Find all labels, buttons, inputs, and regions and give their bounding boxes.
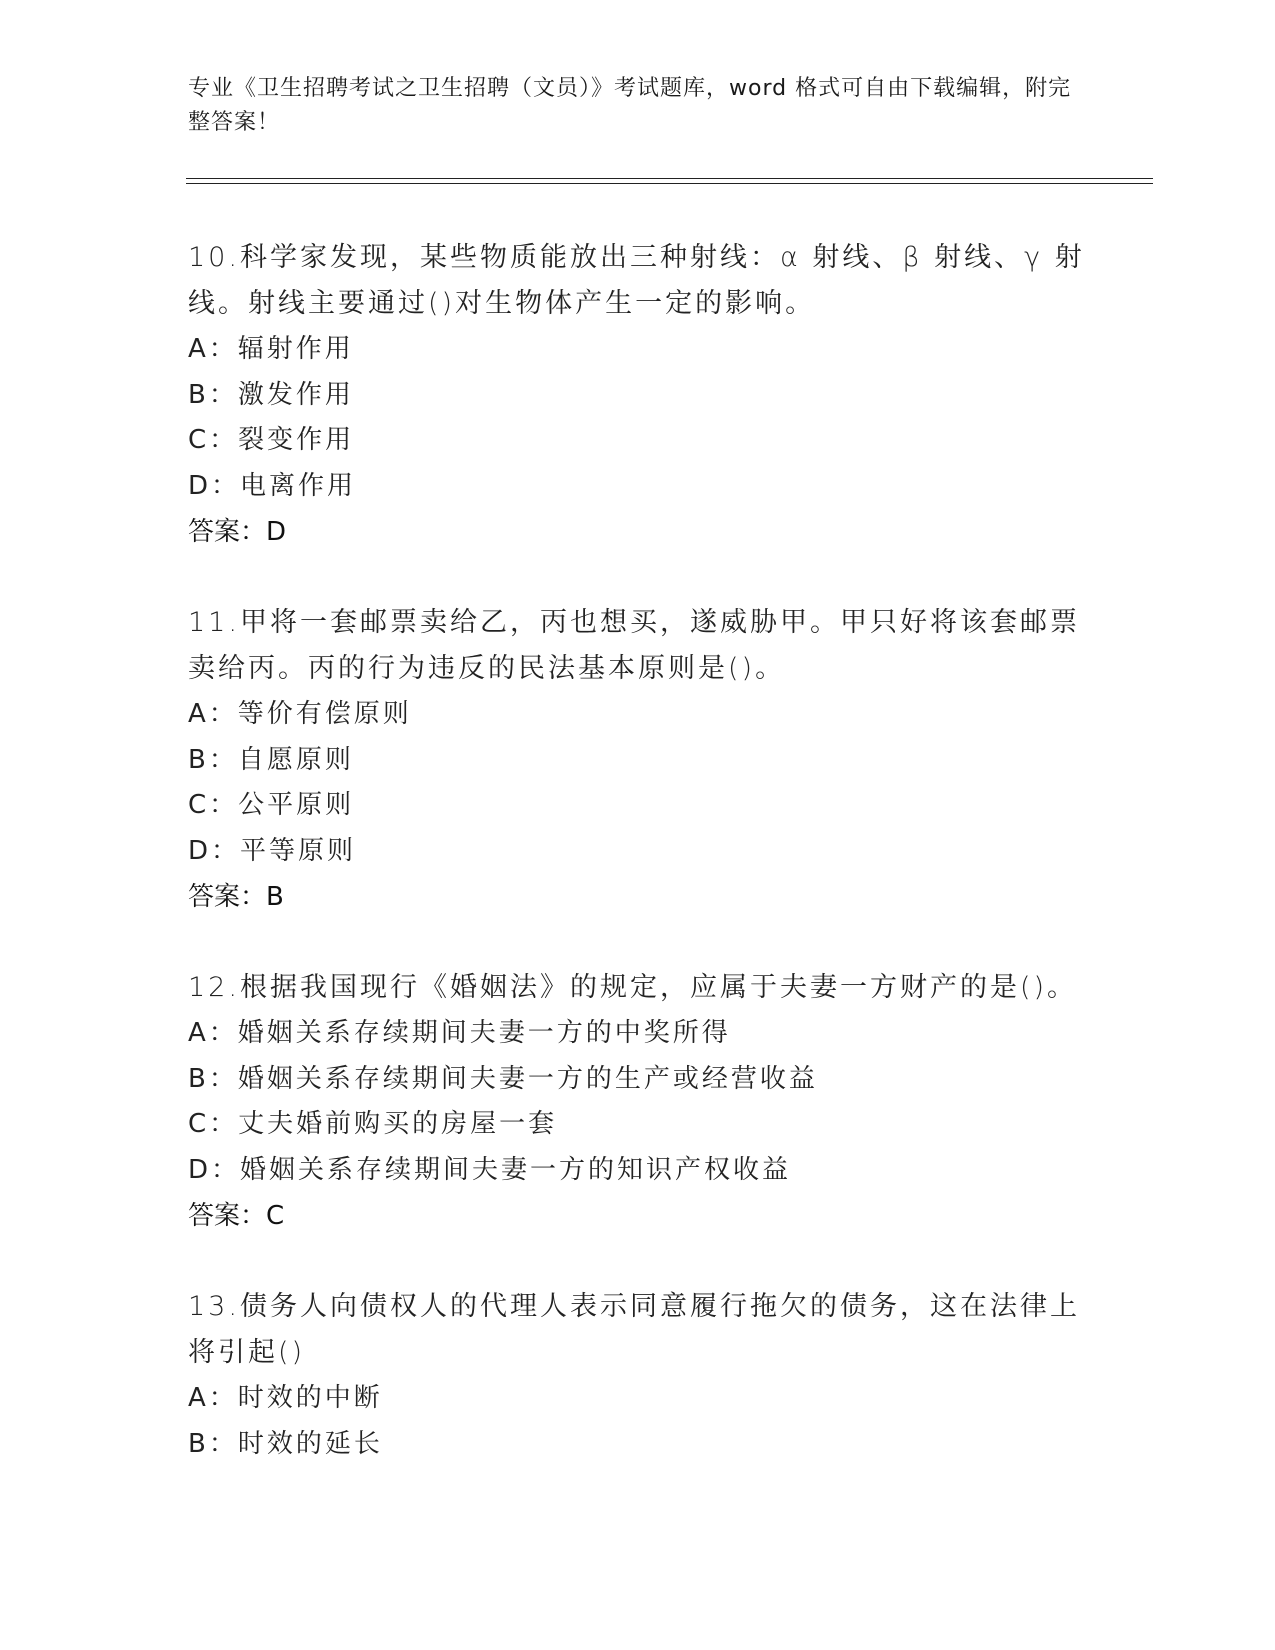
question-stem: 12.根据我国现行《婚姻法》的规定，应属于夫妻一方财产的是()。	[188, 972, 1078, 1003]
question-list	[188, 235, 1088, 1467]
answer: 答案：B	[188, 882, 284, 912]
option-b: B：自愿原则	[188, 744, 354, 775]
option-c: C：丈夫婚前购买的房屋一套	[188, 1109, 558, 1139]
option-c: C：裂变作用	[188, 425, 355, 455]
option-d: D：电离作用	[188, 470, 357, 501]
answer: 答案：D	[188, 517, 287, 547]
question-12	[188, 965, 1088, 1239]
option-a: A：辐射作用	[188, 334, 354, 364]
option-b: B：时效的延长	[188, 1428, 383, 1459]
option-b: B：婚姻关系存续期间夫妻一方的生产或经营收益	[188, 1063, 818, 1094]
option-d: D：婚姻关系存续期间夫妻一方的知识产权收益	[188, 1154, 792, 1185]
option-a: A：等价有偿原则	[188, 699, 412, 729]
option-a: A：时效的中断	[188, 1383, 383, 1413]
question-11	[188, 600, 1088, 920]
option-b: B：激发作用	[188, 379, 354, 410]
question-stem: 13.债务人向债权人的代理人表示同意履行拖欠的债务，这在法律上将引起()	[188, 1291, 1080, 1368]
question-stem: 11.甲将一套邮票卖给乙，丙也想买，遂威胁甲。甲只好将该套邮票卖给丙。丙的行为违反的民法基本原则是()。	[188, 607, 1080, 684]
question-13	[188, 1284, 1088, 1467]
question-stem: 10.科学家发现，某些物质能放出三种射线：α 射线、β 射线、γ 射线。射线主要通过()对生物体产生一定的影响。	[188, 242, 1085, 319]
question-10	[188, 235, 1088, 555]
option-a: A：婚姻关系存续期间夫妻一方的中奖所得	[188, 1018, 731, 1048]
option-c: C：公平原则	[188, 790, 355, 820]
header-divider-bottom	[186, 183, 1153, 184]
document-header: 专业《卫生招聘考试之卫生招聘（文员）》考试题库，word 格式可自由下载编辑，附完整答案！	[188, 76, 1072, 135]
header-divider-top	[186, 178, 1153, 179]
answer: 答案：C	[188, 1201, 285, 1231]
option-d: D：平等原则	[188, 835, 357, 866]
